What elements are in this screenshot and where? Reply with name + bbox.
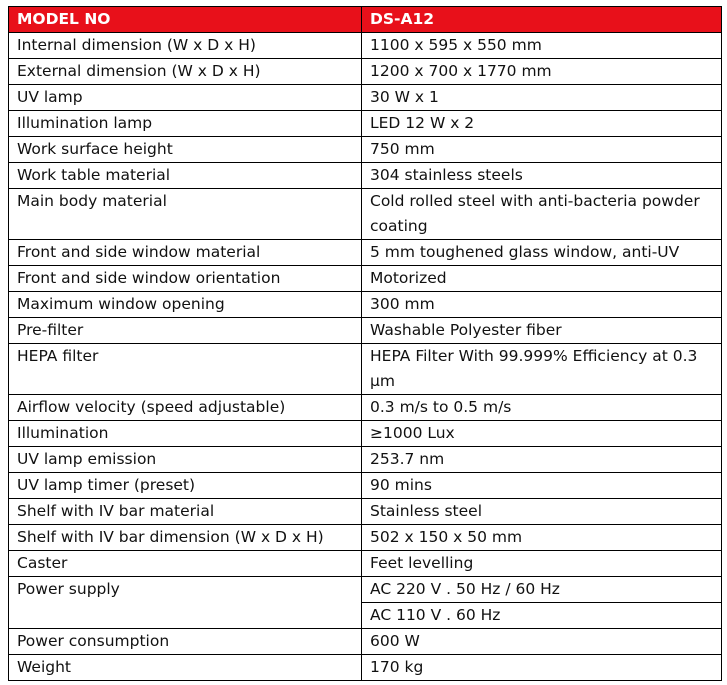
row-label: Work table material xyxy=(9,163,362,189)
row-label: UV lamp xyxy=(9,85,362,111)
table-row xyxy=(9,292,722,318)
table-row xyxy=(9,111,722,137)
table-row xyxy=(9,499,722,525)
row-label: Weight xyxy=(9,655,362,681)
table-row xyxy=(9,163,722,189)
row-label: Front and side window material xyxy=(9,240,362,266)
specification-table xyxy=(8,6,722,681)
table-row xyxy=(9,421,722,447)
row-value: Cold rolled steel with anti-bacteria powder coating xyxy=(362,189,722,240)
table-row xyxy=(9,240,722,266)
row-label: Caster xyxy=(9,551,362,577)
row-value: 253.7 nm xyxy=(362,447,722,473)
table-row xyxy=(9,655,722,681)
row-value: ≥1000 Lux xyxy=(362,421,722,447)
row-value: Washable Polyester fiber xyxy=(362,318,722,344)
row-label: Maximum window opening xyxy=(9,292,362,318)
table-row xyxy=(9,59,722,85)
row-value: 5 mm toughened glass window, anti-UV xyxy=(362,240,722,266)
table-header-row xyxy=(9,7,722,33)
row-value: 90 mins xyxy=(362,473,722,499)
row-label: Shelf with IV bar dimension (W x D x H) xyxy=(9,525,362,551)
table-row xyxy=(9,551,722,577)
row-label: Main body material xyxy=(9,189,362,240)
row-value: LED 12 W x 2 xyxy=(362,111,722,137)
table-row xyxy=(9,189,722,240)
table-row xyxy=(9,344,722,395)
row-value: Feet levelling xyxy=(362,551,722,577)
table-row xyxy=(9,33,722,59)
row-label: Shelf with IV bar material xyxy=(9,499,362,525)
row-label: HEPA filter xyxy=(9,344,362,395)
row-label: Illumination xyxy=(9,421,362,447)
table-row xyxy=(9,447,722,473)
row-value: 1100 x 595 x 550 mm xyxy=(362,33,722,59)
row-label: External dimension (W x D x H) xyxy=(9,59,362,85)
row-label: Illumination lamp xyxy=(9,111,362,137)
table-row xyxy=(9,525,722,551)
row-value: 0.3 m/s to 0.5 m/s xyxy=(362,395,722,421)
row-label: Power supply xyxy=(9,577,362,629)
header-model-value: DS-A12 xyxy=(362,7,722,33)
row-value: Motorized xyxy=(362,266,722,292)
row-value: 304 stainless steels xyxy=(362,163,722,189)
table-row xyxy=(9,137,722,163)
row-value: Stainless steel xyxy=(362,499,722,525)
row-label: Pre-filter xyxy=(9,318,362,344)
row-value: AC 220 V . 50 Hz / 60 Hz xyxy=(362,577,722,603)
row-value: 30 W x 1 xyxy=(362,85,722,111)
table-row xyxy=(9,85,722,111)
row-value: 750 mm xyxy=(362,137,722,163)
table-row xyxy=(9,266,722,292)
row-label: Front and side window orientation xyxy=(9,266,362,292)
table-row xyxy=(9,395,722,421)
row-value: 502 x 150 x 50 mm xyxy=(362,525,722,551)
table-row xyxy=(9,629,722,655)
row-value: AC 110 V . 60 Hz xyxy=(362,603,722,629)
row-value: 600 W xyxy=(362,629,722,655)
table-row xyxy=(9,318,722,344)
row-value: 170 kg xyxy=(362,655,722,681)
row-label: UV lamp timer (preset) xyxy=(9,473,362,499)
table-row xyxy=(9,577,722,603)
table-row xyxy=(9,473,722,499)
row-label: Power consumption xyxy=(9,629,362,655)
row-value: HEPA Filter With 99.999% Efficiency at 0.3 µm xyxy=(362,344,722,395)
row-label: Internal dimension (W x D x H) xyxy=(9,33,362,59)
row-label: Work surface height xyxy=(9,137,362,163)
row-value: 1200 x 700 x 1770 mm xyxy=(362,59,722,85)
header-model-no: MODEL NO xyxy=(9,7,362,33)
row-label: Airflow velocity (speed adjustable) xyxy=(9,395,362,421)
row-value: 300 mm xyxy=(362,292,722,318)
row-label: UV lamp emission xyxy=(9,447,362,473)
